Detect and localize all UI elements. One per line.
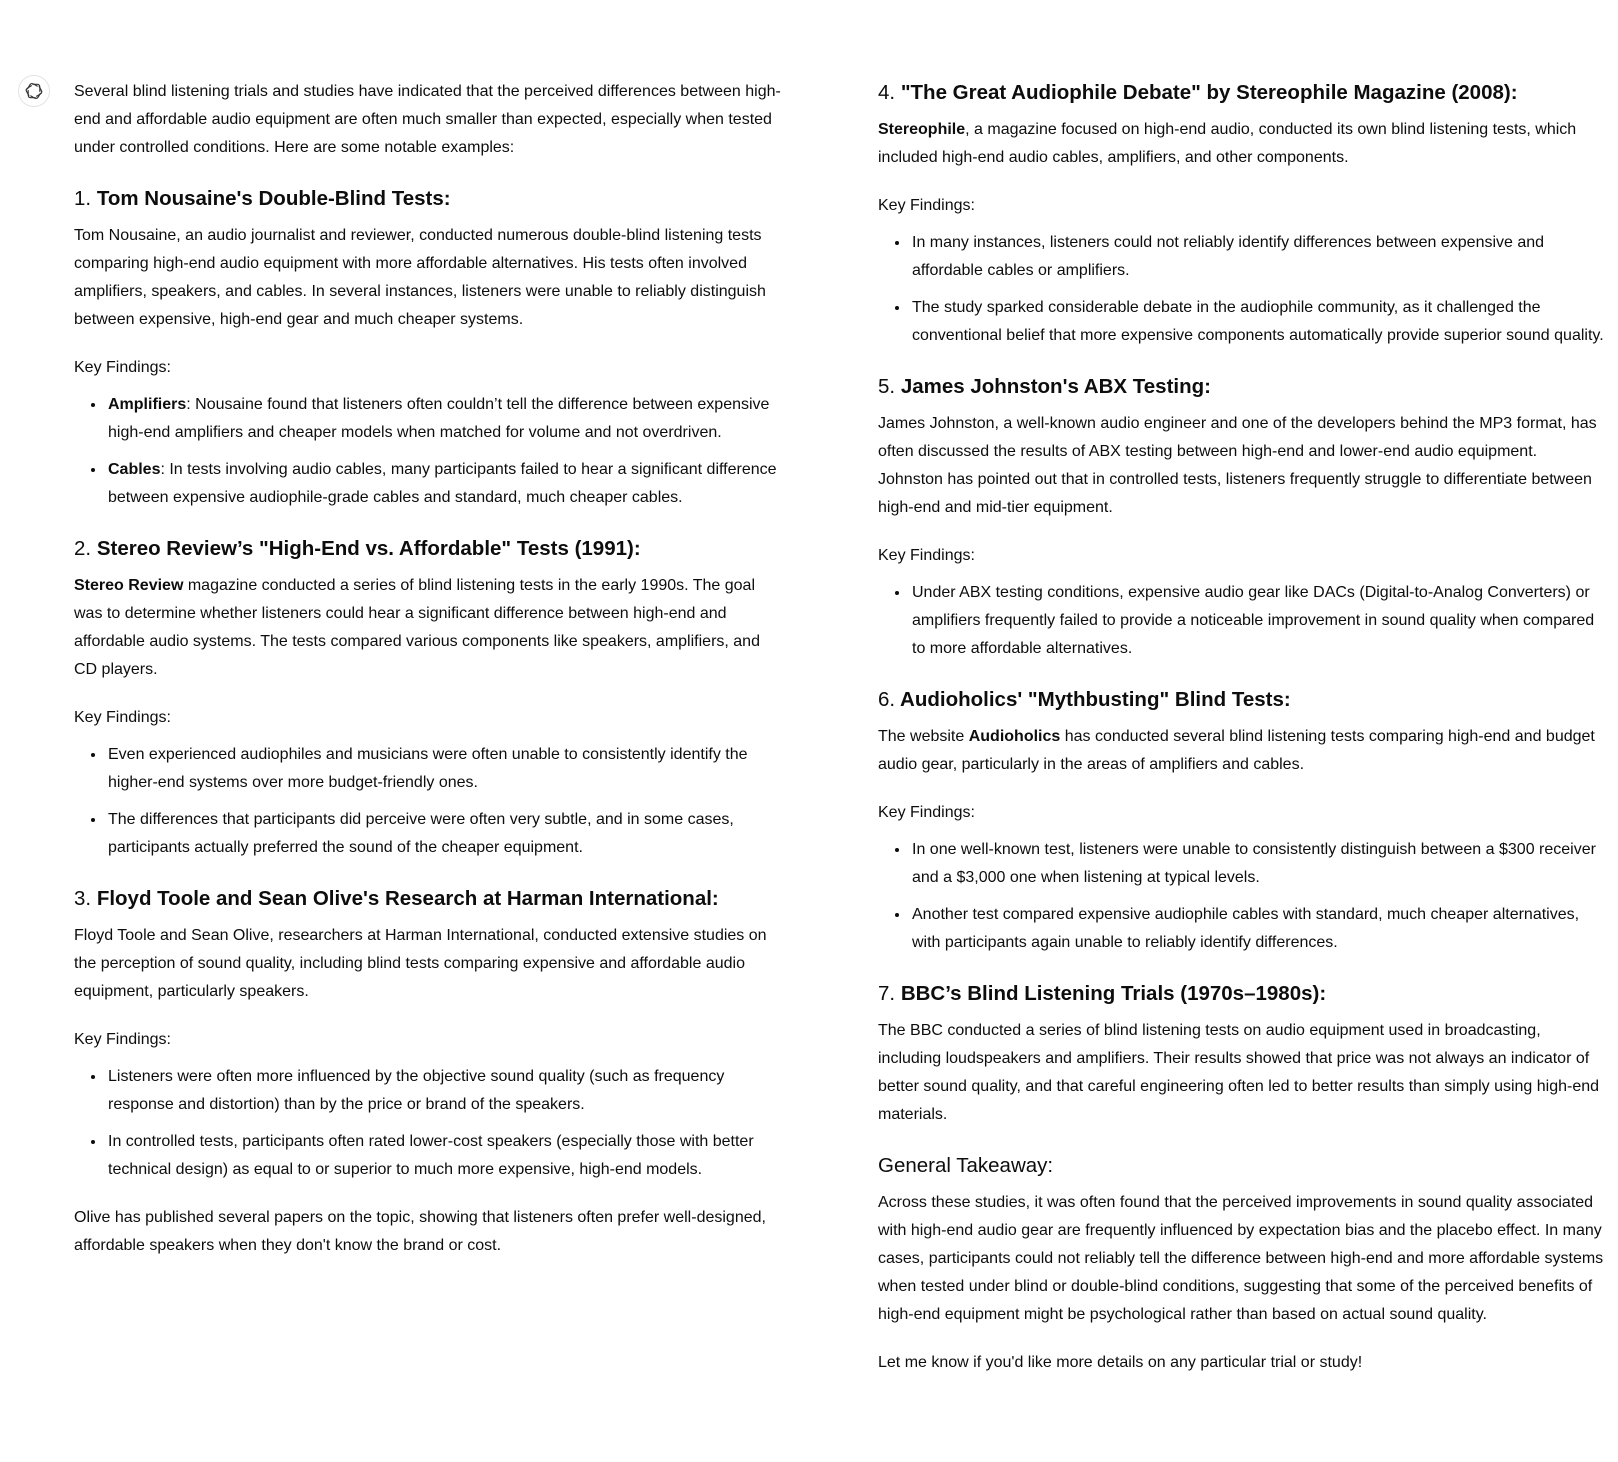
list-item: • The study sparked considerable debate in the audiophile community, as it challenged the conventional belief that more expensive components automatically provide superior sound quality. bbox=[910, 293, 1606, 350]
list-item: • Amplifiers: Nousaine found that listeners often couldn’t tell the difference between expensive high-end amplifiers and cheaper models when matched for volume and not overdriven. bbox=[106, 390, 786, 447]
section-body: Floyd Toole and Sean Olive, researchers at Harman International, conducted extensive studies on the perception of sound quality, including blind tests comparing expensive and affordable audio equipment, particularly speakers. bbox=[74, 927, 767, 1000]
key-findings-label: Key Findings: bbox=[74, 709, 171, 726]
section-body: Stereo Review magazine conducted a series of blind listening tests in the early 1990s. The goal was to determine whether listeners could hear a significant difference between high-end and affordable audio systems. The tests compared various components like speakers, amplifiers, and CD players. bbox=[74, 577, 760, 678]
findings-list bbox=[74, 740, 786, 862]
findings-list bbox=[74, 1062, 786, 1184]
openai-logo-icon bbox=[24, 81, 44, 101]
list-item: • In one well-known test, listeners were unable to consistently distinguish between a $300 receiver and a $3,000 one when listening at typical levels. bbox=[910, 835, 1606, 892]
takeaway-body: Across these studies, it was often found that the perceived improvements in sound quality associated with high-end audio gear are frequently influenced by expectation bias and the placebo effect. In many cases, participants could not reliably tell the difference between high-end and more affordable systems when tested under blind or double-blind conditions, suggesting that some of the perceived benefits of high-end equipment might be psychological rather than based on actual sound quality. bbox=[878, 1194, 1604, 1323]
section-heading: 3. Floyd Toole and Sean Olive's Research at Harman International: bbox=[74, 887, 719, 910]
section-body: The website Audioholics has conducted several blind listening tests comparing high-end and budget audio gear, particularly in the areas of amplifiers and cables. bbox=[878, 728, 1595, 773]
section-body: Tom Nousaine, an audio journalist and reviewer, conducted numerous double-blind listening tests comparing high-end audio equipment with more affordable alternatives. His tests often involved amplifiers, speakers, and cables. In several instances, listeners were unable to reliably distinguish between expensive, high-end gear and much cheaper systems. bbox=[74, 227, 766, 328]
section-body: The BBC conducted a series of blind listening tests on audio equipment used in broadcasting, including loudspeakers and amplifiers. Their results showed that price was not always an indicator of better sound quality, and that careful engineering often led to better results than simply using high-end materials. bbox=[878, 1022, 1600, 1123]
section-heading: 7. BBC’s Blind Listening Trials (1970s–1980s): bbox=[878, 982, 1327, 1005]
list-item: • In many instances, listeners could not reliably identify differences between expensive and affordable cables or amplifiers. bbox=[910, 228, 1606, 285]
closing-line: Let me know if you'd like more details on any particular trial or study! bbox=[878, 1354, 1363, 1371]
right-column bbox=[878, 78, 1606, 1397]
section-body: Stereophile, a magazine focused on high-end audio, conducted its own blind listening tests, which included high-end audio cables, amplifiers, and other components. bbox=[878, 121, 1577, 166]
findings-list bbox=[878, 228, 1606, 350]
findings-list bbox=[878, 835, 1606, 957]
list-item: • Cables: In tests involving audio cables, many participants failed to hear a significant difference between expensive audiophile-grade cables and standard, much cheaper cables. bbox=[106, 455, 786, 512]
list-item: • In controlled tests, participants often rated lower-cost speakers (especially those with better technical design) as equal to or superior to much more expensive, high-end models. bbox=[106, 1127, 786, 1184]
key-findings-label: Key Findings: bbox=[878, 804, 975, 821]
key-findings-label: Key Findings: bbox=[74, 359, 171, 376]
section-heading: 6. Audioholics' "Mythbusting" Blind Tests: bbox=[878, 688, 1291, 711]
section-heading: 2. Stereo Review’s "High-End vs. Affordable" Tests (1991): bbox=[74, 537, 641, 560]
section-heading: 4. "The Great Audiophile Debate" by Stereophile Magazine (2008): bbox=[878, 81, 1518, 104]
left-column bbox=[74, 78, 786, 1280]
key-findings-label: Key Findings: bbox=[878, 547, 975, 564]
section-body: James Johnston, a well-known audio engineer and one of the developers behind the MP3 format, has often discussed the results of ABX testing between high-end and lower-end audio equipment. Johnston has pointed out that in controlled tests, listeners frequently struggle to differentiate between high-end and mid-tier equipment. bbox=[878, 415, 1597, 516]
section-heading: 1. Tom Nousaine's Double-Blind Tests: bbox=[74, 187, 451, 210]
intro-paragraph: Several blind listening trials and studies have indicated that the perceived differences between high-end and affordable audio equipment are often much smaller than expected, especially when tested under controlled conditions. Here are some notable examples: bbox=[74, 83, 781, 156]
list-item: • Another test compared expensive audiophile cables with standard, much cheaper alternatives, with participants again unable to reliably identify differences. bbox=[910, 900, 1606, 957]
list-item: • Under ABX testing conditions, expensive audio gear like DACs (Digital-to-Analog Converters) or amplifiers frequently failed to provide a noticeable improvement in sound quality when compared to more affordable alternatives. bbox=[910, 578, 1606, 663]
findings-list bbox=[878, 578, 1606, 663]
list-item: • The differences that participants did perceive were often very subtle, and in some cases, participants actually preferred the sound of the cheaper equipment. bbox=[106, 805, 786, 862]
section-heading: 5. James Johnston's ABX Testing: bbox=[878, 375, 1211, 398]
key-findings-label: Key Findings: bbox=[878, 197, 975, 214]
takeaway-heading: General Takeaway: bbox=[878, 1154, 1054, 1177]
list-item: • Listeners were often more influenced by the objective sound quality (such as frequency response and distortion) than by the price or brand of the speakers. bbox=[106, 1062, 786, 1119]
assistant-avatar bbox=[18, 75, 50, 107]
key-findings-label: Key Findings: bbox=[74, 1031, 171, 1048]
list-item: • Even experienced audiophiles and musicians were often unable to consistently identify the higher-end systems over more budget-friendly ones. bbox=[106, 740, 786, 797]
findings-list bbox=[74, 390, 786, 512]
section-footnote: Olive has published several papers on the topic, showing that listeners often prefer well-designed, affordable speakers when they don't know the brand or cost. bbox=[74, 1209, 766, 1254]
